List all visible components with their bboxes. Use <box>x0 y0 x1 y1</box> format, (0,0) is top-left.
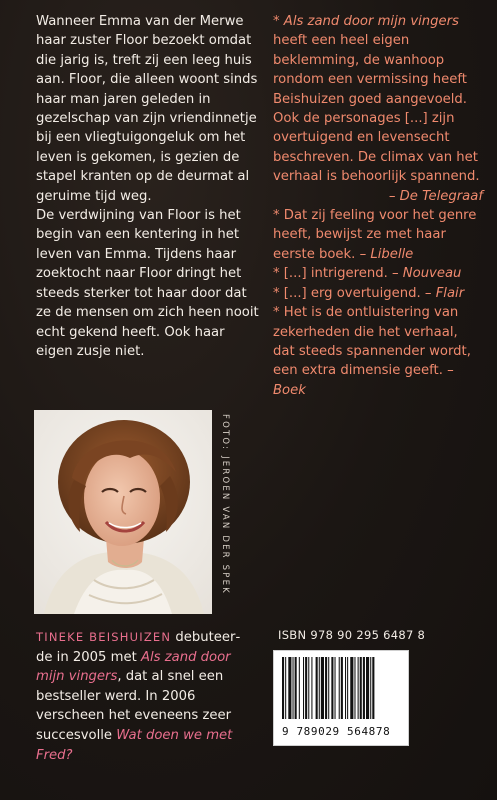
barcode <box>273 650 409 746</box>
barcode-bar <box>282 657 284 719</box>
review-text: heeft een heel eigen beklemming, de wanhoop rondom een vermissing heeft Beishuizen goed aangevoeld. Ook de personages [...] zijn overtuigend en levensecht beschreven. De climax van het verhaal is behoorlijk spannend. <box>273 33 480 185</box>
barcode-bar <box>328 657 329 719</box>
barcode-bar <box>354 657 355 719</box>
barcode-bar <box>363 657 365 719</box>
barcode-bar <box>347 657 348 719</box>
barcode-bar <box>319 657 320 719</box>
barcode-bar <box>360 657 362 719</box>
review-source: – Libelle <box>359 246 414 262</box>
review-libelle <box>273 206 483 264</box>
barcode-bar <box>311 657 312 719</box>
barcode-bar <box>293 657 294 719</box>
barcode-bar <box>339 657 340 719</box>
barcode-bar <box>331 657 333 719</box>
barcode-bar <box>295 657 297 719</box>
isbn-label: ISBN 978 90 295 6487 8 <box>278 628 426 642</box>
barcode-bars <box>274 651 408 723</box>
barcode-bar <box>370 657 371 719</box>
author-portrait-illustration <box>34 410 212 614</box>
barcode-bar <box>308 657 309 719</box>
blurb-paragraph-2: De verdwijning van Floor is het begin van een kentering in het leven van Emma. Tijdens haar zoektocht naar Floor dringt het steeds sterker tot haar door dat ze de mensen om zich heen nooit echt gekend heeft. Ook haar eigen zusje niet. <box>36 208 259 359</box>
barcode-bar <box>341 657 343 719</box>
review-boek <box>273 303 483 400</box>
barcode-bar <box>325 657 327 719</box>
bio-text-2: , dat al snel een bestseller werd. In 2006 verscheen het eveneens zeer succesvolle <box>36 669 232 743</box>
bio-book-2: Wat doen we met Fred? <box>36 727 233 763</box>
author-name: TINEKE BEISHUIZEN <box>36 630 172 644</box>
barcode-bar <box>345 657 346 719</box>
barcode-bar <box>305 657 307 719</box>
review-telegraaf <box>273 12 483 206</box>
bio-text-1: debuteerde in 2005 met <box>36 630 241 665</box>
barcode-bar <box>358 657 359 719</box>
barcode-bar <box>316 657 318 719</box>
blurb-paragraph-1: Wanneer Emma van der Merwe haar zuster Floor bezoekt omdat die jarig is, treft zij een leeg huis aan. Floor, die alleen woont sinds haar man jaren geleden in gezelschap van zijn vriendinnetje bij een vliegtuigongeluk om het leven is gekomen, is gezien de stapel kranten op de deurmat al geruime tijd weg. <box>36 14 258 204</box>
review-star: * <box>273 208 280 224</box>
review-star: * <box>273 285 280 301</box>
review-source: – Nouveau <box>391 266 462 282</box>
barcode-bar <box>285 657 286 719</box>
author-bio <box>36 628 251 765</box>
review-source: – De Telegraaf <box>388 188 483 204</box>
barcode-bar <box>335 657 336 719</box>
review-star: * <box>273 305 280 321</box>
bio-book-1: Als zand door mijn vingers <box>36 649 231 685</box>
review-quotes <box>273 12 483 400</box>
review-star: * <box>273 14 280 29</box>
barcode-bar <box>372 657 374 719</box>
photo-credit: FOTO: JEROEN VAN DER SPEK <box>220 414 230 595</box>
review-nouveau <box>273 264 483 283</box>
review-text: Het is de ontluistering van zekerheden die het verhaal, dat steeds spannender wordt, een extra dimensie geeft. <box>273 305 471 379</box>
review-source: – Boek <box>273 363 454 398</box>
review-flair <box>273 284 483 303</box>
barcode-bar <box>303 657 304 719</box>
review-book-title: Als zand door mijn vingers <box>283 14 459 29</box>
barcode-bar <box>366 657 369 719</box>
review-text: Dat zij feeling voor het genre heeft, bewijst ze met haar eerste boek. <box>273 208 477 262</box>
review-source: – Flair <box>424 285 465 301</box>
author-photo <box>34 410 212 614</box>
blurb-text <box>36 12 262 361</box>
barcode-bar <box>299 657 300 719</box>
barcode-bar <box>350 657 353 719</box>
barcode-bar <box>288 657 291 719</box>
review-text: [...] erg overtuigend. <box>279 285 425 301</box>
barcode-digits: 9 789029 564878 <box>282 725 391 738</box>
review-text: [...] intrigerend. <box>279 266 392 282</box>
barcode-bar <box>321 657 324 719</box>
review-star: * <box>273 266 280 282</box>
